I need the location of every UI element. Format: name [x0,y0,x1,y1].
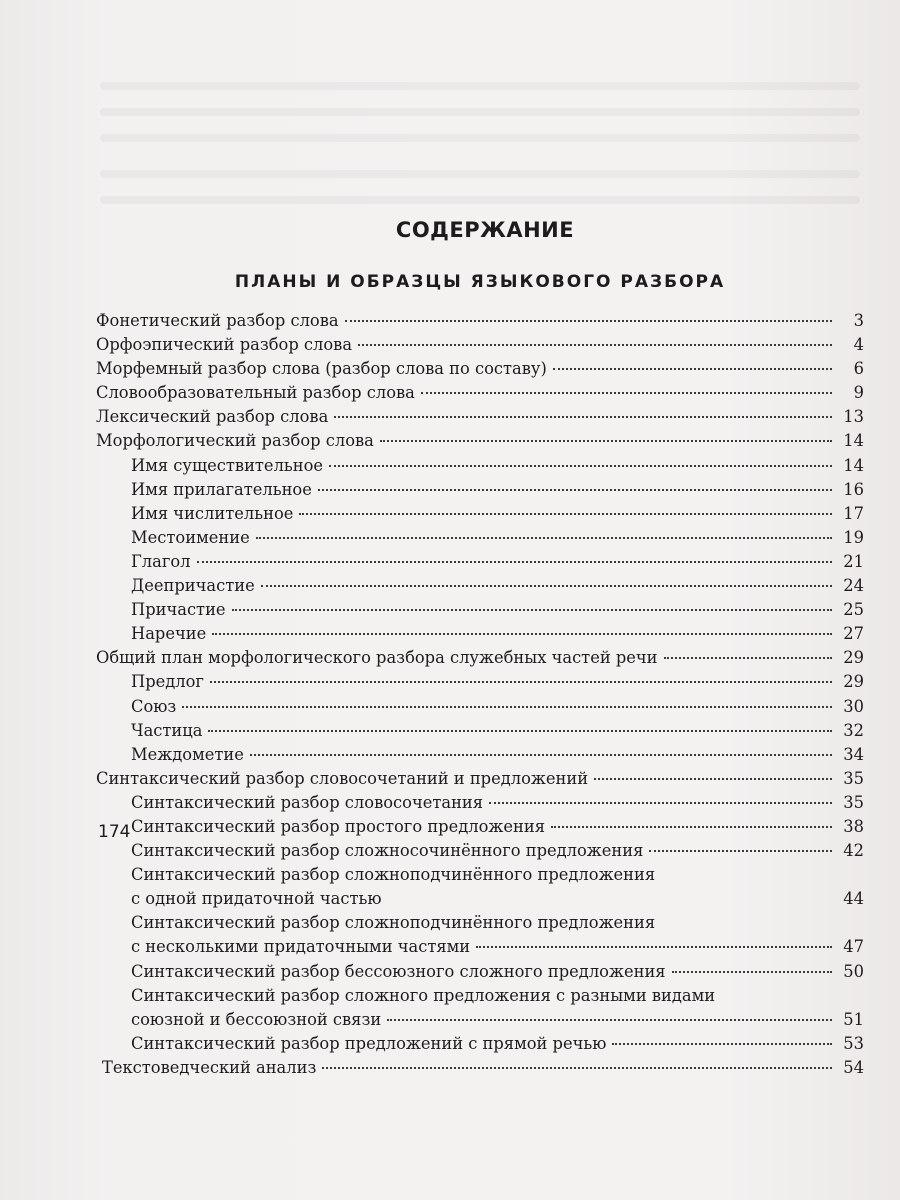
dot-leader [594,777,832,780]
toc-subentry[interactable] [96,526,864,550]
toc-entry[interactable] [96,357,864,381]
toc-entry-title: Словообразовательный разбор слова [96,383,415,403]
toc-entry-title: Синтаксический разбор словосочетания [131,792,484,812]
toc-entry-title: Фонетический разбор слова [96,311,339,330]
dot-leader [232,608,832,611]
toc-subentry[interactable] [96,743,864,767]
toc-entry-title: Имя прилагательное [131,479,312,499]
toc-subentry[interactable] [96,863,864,887]
toc-entry-page: 9 [853,383,864,403]
toc-entry-title: Предлог [131,672,204,692]
toc-entry[interactable] [96,429,864,453]
toc-entry-title: Синтаксический разбор предложений с прямой речью [131,1033,607,1053]
toc-entry-title: Синтаксический разбор простого предложения [131,816,545,836]
toc-entry-title: Глагол [131,551,191,571]
toc-entry-page: 30 [843,696,864,716]
toc-entry-page: 29 [843,672,864,692]
toc-entry-page: 44 [843,889,864,909]
toc-entry-page: 47 [843,937,864,957]
toc-entry-title: Морфологический разбор слова [96,431,374,451]
dot-leader [322,1066,832,1069]
dot-leader [334,415,832,418]
bleed-through-line [100,82,860,90]
toc-subentry[interactable] [96,574,864,598]
dot-leader [318,488,832,491]
toc-entry-page: 38 [843,816,864,836]
dot-leader [388,897,832,900]
toc-entry-title: Лексический разбор слова [96,407,329,427]
page-number: 174 [98,822,131,842]
toc-subentry[interactable] [96,960,864,984]
toc-entry[interactable] [96,646,864,670]
toc-entry-title: Частица [131,720,203,740]
toc-subentry[interactable] [96,502,864,526]
toc-entry-title: Общий план морфологического разбора служебных частей речи [96,648,658,668]
dot-leader [182,705,832,708]
toc-entry-title: Синтаксический разбор сложного предложения с разными видами [131,985,716,1005]
toc-subentry-continuation[interactable] [96,1008,864,1032]
toc-entry-page: 35 [843,768,864,788]
dot-leader [612,1042,832,1045]
dot-leader [299,512,832,515]
dot-leader [553,367,832,370]
toc-entry-page: 34 [843,744,864,764]
toc-entry-page: 3 [853,311,864,330]
toc-entry-page: 50 [843,961,864,981]
toc-entry-title: Местоимение [131,527,250,547]
toc-entry-title: Союз [131,696,177,716]
dot-leader [380,439,832,442]
toc-entry-page: 13 [843,407,864,427]
toc-entry-title: Междометие [131,744,244,764]
dot-leader [261,584,832,587]
dot-leader [664,656,832,659]
dot-leader [649,849,832,852]
toc-entry[interactable] [96,1056,864,1080]
bleed-through-line [100,196,860,204]
toc-entry-title: Морфемный разбор слова (разбор слова по составу) [96,359,547,379]
toc-subentry[interactable] [96,791,864,815]
toc-entry-page: 16 [843,479,864,499]
toc-entry-title: Текстоведческий анализ [102,1057,317,1077]
toc-entry-title: с одной придаточной частью [131,889,382,909]
dot-leader [256,536,832,539]
toc-subentry[interactable] [96,478,864,502]
toc-subentry[interactable] [96,598,864,622]
dot-leader [421,391,832,394]
toc-subentry[interactable] [96,719,864,743]
toc-subentry[interactable] [96,550,864,574]
dot-leader [197,560,832,563]
dot-leader [208,729,832,732]
toc-entry-title: Причастие [131,600,226,620]
dot-leader [489,801,832,804]
toc-entry-title: Имя числительное [131,503,294,523]
dot-leader [345,319,832,322]
dot-leader [329,464,832,467]
toc-entry-page: 19 [843,527,864,547]
toc-entry-page: 35 [843,792,864,812]
dot-leader [212,632,832,635]
toc-subentry[interactable] [96,815,864,839]
toc-subentry[interactable] [96,695,864,719]
toc-subentry[interactable] [96,454,864,478]
toc-subentry[interactable] [96,839,864,863]
toc-entry-title: Синтаксический разбор сложноподчинённого предложения [131,913,656,933]
dot-leader [672,970,832,973]
toc-entry-title: Синтаксический разбор бессоюзного сложного предложения [131,961,666,981]
dot-leader [476,945,832,948]
toc-entry-page: 6 [853,359,864,379]
toc-entry-page: 29 [843,648,864,668]
toc-entry-title: Наречие [131,624,207,644]
toc-entry-title: Синтаксический разбор словосочетаний и предложений [96,768,589,788]
page-title: СОДЕРЖАНИЕ [395,218,575,242]
bleed-through-line [100,170,860,178]
toc-entry[interactable] [96,309,864,333]
toc-subentry[interactable] [96,1032,864,1056]
dot-leader [210,680,832,683]
toc-entry-page: 21 [843,551,864,571]
toc-entry[interactable] [96,381,864,405]
section-title: ПЛАНЫ И ОБРАЗЦЫ ЯЗЫКОВОГО РАЗБОРА [234,272,726,292]
toc-entry-page: 14 [843,455,864,475]
toc-entry-page: 24 [843,576,864,596]
dot-leader [250,753,832,756]
toc-entry-page: 27 [843,624,864,644]
toc-entry-title: Орфоэпический разбор слова [96,335,353,355]
toc-subentry-continuation[interactable] [96,887,864,911]
toc-entry-title: Синтаксический разбор сложносочинённого предложения [131,841,644,861]
table-of-contents [96,309,864,1080]
toc-entry-page: 42 [843,841,864,861]
dot-leader [551,825,832,828]
toc-entry-title: Имя существительное [131,455,324,475]
toc-entry-page: 54 [843,1057,864,1077]
toc-subentry[interactable] [96,622,864,646]
toc-entry[interactable] [96,405,864,429]
toc-entry-page: 17 [843,503,864,523]
toc-subentry-continuation[interactable] [96,935,864,959]
toc-entry-page: 25 [843,600,864,620]
toc-entry[interactable] [96,767,864,791]
toc-entry-page: 53 [843,1033,864,1053]
dot-leader [358,343,832,346]
toc-entry-title: Деепричастие [131,576,255,596]
toc-entry-title: с несколькими придаточными частями [131,937,471,957]
toc-entry-title: Синтаксический разбор сложноподчинённого предложения [131,865,656,885]
toc-entry-page: 4 [853,335,864,355]
toc-entry-page: 14 [843,431,864,451]
toc-entry-title: союзной и бессоюзной связи [131,1009,382,1029]
dot-leader [387,1018,832,1021]
toc-entry-page: 51 [843,1009,864,1029]
toc-subentry[interactable] [96,984,864,1008]
toc-entry-page: 32 [843,720,864,740]
toc-subentry[interactable] [96,911,864,935]
toc-entry[interactable] [96,333,864,357]
bleed-through-line [100,134,860,142]
toc-subentry[interactable] [96,670,864,694]
bleed-through-line [100,108,860,116]
